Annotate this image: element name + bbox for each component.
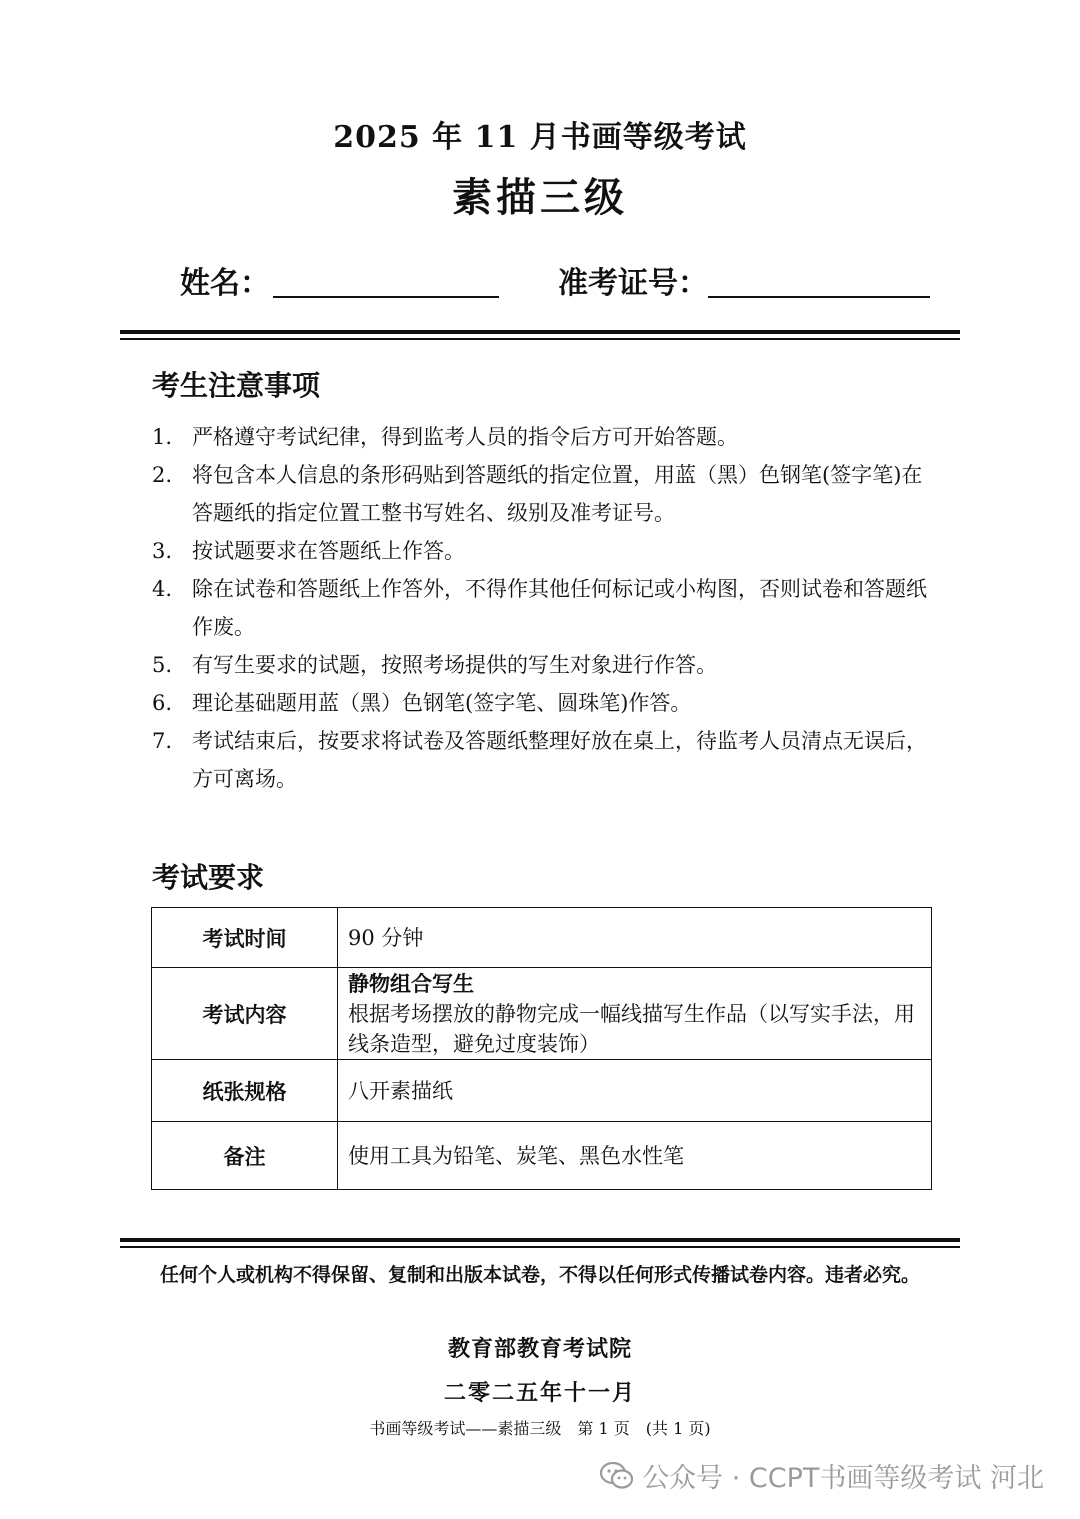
- notice-item: [152, 570, 942, 646]
- notice-item-text: 除在试卷和答题纸上作答外，不得作其他任何标记或小构图，否则试卷和答题纸作废。: [192, 577, 927, 639]
- row-key: 备注: [152, 1122, 338, 1190]
- ticket-number-label: 准考证号：: [558, 266, 708, 301]
- name-field-line[interactable]: [273, 296, 499, 298]
- wechat-icon: [600, 1461, 634, 1491]
- notice-list: [152, 418, 942, 798]
- requirements-heading: 考试要求: [152, 861, 265, 894]
- table-row: [152, 908, 932, 968]
- notice-item-text: 有写生要求的试题，按照考场提供的写生对象进行作答。: [192, 653, 717, 677]
- notice-heading: 考生注意事项: [152, 369, 321, 402]
- header-divider-thin: [120, 338, 960, 340]
- notice-item: [152, 418, 942, 456]
- notice-item: [152, 684, 942, 722]
- header-divider-thick: [120, 330, 960, 334]
- footer-divider-thick: [120, 1238, 960, 1242]
- issue-date: 二零二五年十一月: [443, 1380, 636, 1406]
- row-value: 八开素描纸: [338, 1060, 932, 1122]
- notice-item-number: 3.: [152, 539, 173, 563]
- notice-item-number: 1.: [152, 425, 173, 449]
- row-value: 90 分钟: [338, 908, 932, 968]
- name-label: 姓名：: [180, 266, 270, 301]
- notice-item-number: 7.: [152, 729, 173, 753]
- page-footer: 书画等级考试——素描三级 第 1 页 (共 1 页): [369, 1419, 711, 1438]
- table-row: [152, 1122, 932, 1190]
- subject-title: 素描三级: [452, 174, 628, 221]
- content-description: 根据考场摆放的静物完成一幅线描写生作品（以写实手法，用线条造型，避免过度装饰）: [348, 1001, 915, 1056]
- notice-item-text: 严格遵守考试纪律，得到监考人员的指令后方可开始答题。: [192, 425, 738, 449]
- content-title: 静物组合写生: [348, 970, 474, 996]
- notice-item-text: 理论基础题用蓝（黑）色钢笔(签字笔、圆珠笔)作答。: [192, 691, 692, 715]
- notice-item-text: 按试题要求在答题纸上作答。: [192, 539, 465, 563]
- notice-item-text: 将包含本人信息的条形码贴到答题纸的指定位置，用蓝（黑）色钢笔(签字笔)在答题纸的指定位置工整书写姓名、级别及准考证号。: [192, 463, 923, 525]
- row-value: 使用工具为铅笔、炭笔、黑色水性笔: [338, 1122, 932, 1190]
- row-key: 考试内容: [152, 968, 338, 1060]
- row-key: 纸张规格: [152, 1060, 338, 1122]
- notice-item-number: 4.: [152, 577, 173, 601]
- watermark: [600, 1456, 1044, 1495]
- table-row: [152, 968, 932, 1060]
- notice-item: [152, 722, 942, 798]
- row-value: [338, 968, 932, 1060]
- notice-item: [152, 532, 942, 570]
- notice-item-number: 6.: [152, 691, 173, 715]
- ticket-number-field-line[interactable]: [708, 296, 930, 298]
- issuer: 教育部教育考试院: [447, 1336, 632, 1362]
- notice-item: [152, 456, 942, 532]
- exam-title: 2025 年 11 月书画等级考试: [333, 120, 747, 155]
- notice-item-text: 考试结束后，按要求将试卷及答题纸整理好放在桌上，待监考人员清点无误后，方可离场。: [192, 729, 927, 791]
- table-row: [152, 1060, 932, 1122]
- copyright-notice: 任何个人或机构不得保留、复制和出版本试卷，不得以任何形式传播试卷内容。违者必究。: [159, 1264, 920, 1286]
- notice-item-number: 2.: [152, 463, 173, 487]
- row-key: 考试时间: [152, 908, 338, 968]
- notice-item: [152, 646, 942, 684]
- watermark-text: 公众号 · CCPT书画等级考试 河北: [642, 1463, 1044, 1494]
- requirements-table: [151, 907, 932, 1190]
- notice-item-number: 5.: [152, 653, 173, 677]
- footer-divider-thin: [120, 1246, 960, 1248]
